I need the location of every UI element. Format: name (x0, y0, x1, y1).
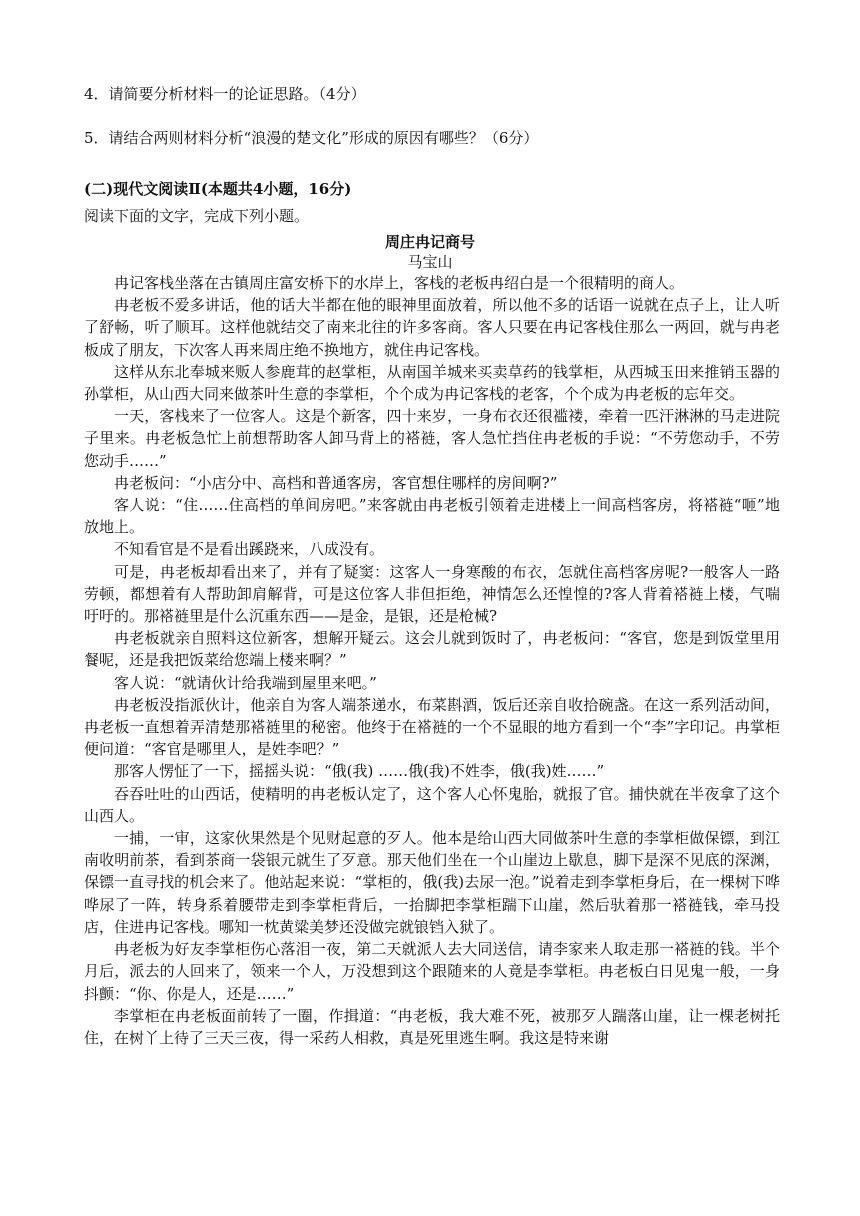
paragraph: 李掌柜在冉老板面前转了一圈，作揖道：“冉老板，我大难不死，被那歹人踹落山崖，让一棵老树托住，在树丫上待了三天三夜，得一采药人相救，真是死里逃生啊。我这是特来谢 (84, 1006, 780, 1047)
paragraph: 那客人愣怔了一下，摇摇头说：“俄(我) ……俄(我)不姓李，俄(我)姓……” (114, 762, 605, 781)
paragraph: 冉老板不爱多讲话，他的话大半都在他的眼神里面放着，所以他不多的话语一说就在点子上，让人听了舒畅，听了顺耳。这样他就结交了南来北往的许多客商。客人只要在冉记客栈住那么一两回，就与冉老板成了朋友，下次客人再来周庄绝不换地方，就住冉记客栈。 (84, 296, 780, 359)
paragraph: 一天，客栈来了一位客人。这是个新客，四十来岁，一身布衣还很褴褛，牵着一匹汗淋淋的马走进院子里来。冉老板急忙上前想帮助客人卸马背上的褡裢，客人急忙挡住冉老板的手说：“不劳您动手，不劳您动手……” (84, 407, 780, 470)
paragraph: 冉老板为好友李掌柜伤心落泪一夜，第二天就派人去大同送信，请李家来人取走那一褡裢的钱。半个月后，派去的人回来了，领来一个人，万没想到这个跟随来的人竟是李掌柜。冉老板白日见鬼一般，一身抖颤：“你、你是人，还是……” (84, 940, 780, 1003)
paragraph: 客人说：“就请伙计给我端到屋里来吧。” (114, 673, 377, 692)
paragraph: 这样从东北奉城来贩人参鹿茸的赵掌柜，从南国羊城来买卖草药的钱掌柜，从西城玉田来推销玉器的孙掌柜，从山西大同来做茶叶生意的李掌柜，个个成为冉记客栈的老客，个个成为冉老板的忘年交。 (84, 362, 780, 404)
question-4: 4．请简要分析材料一的论证思路。（4分） (84, 85, 366, 103)
article-body (84, 272, 780, 1049)
paragraph: 可是，冉老板却看出来了，并有了疑窦：这客人一身寒酸的布衣，怎就住高档客房呢?一般客人一路劳顿，都想着有人帮助卸肩解背，可是这位客人非但拒绝，神情怎么还惶惶的?客人背着褡裢上楼，气喘吁吁的。那褡裢里是什么沉重东西——是金，是银，还是枪械? (84, 562, 780, 626)
section-heading: (二)现代文阅读Ⅱ(本题共4小题，16分) (84, 180, 352, 198)
paragraph: 冉记客栈坐落在古镇周庄富安桥下的水岸上，客栈的老板冉绍白是一个很精明的商人。 (114, 274, 685, 292)
article-author: 马宝山 (407, 253, 453, 271)
reading-instruction: 阅读下面的文字，完成下列小题。 (84, 207, 310, 225)
paragraph: 冉老板没指派伙计，他亲自为客人端茶递水，布菜斟酒，饭后还亲自收拾碗盏。在这一系列活动间，冉老板一直想着弄清楚那褡裢里的秘密。他终于在褡裢的一个不显眼的地方看到一个“李”字印记。冉掌柜便问道：“客官是哪里人，是姓李吧？” (84, 695, 780, 759)
paragraph: 冉老板就亲自照料这位新客，想解开疑云。这会儿就到饭时了，冉老板问：“客官，您是到饭堂里用餐呢，还是我把饭菜给您端上楼来啊？” (84, 629, 780, 670)
question-5: 5．请结合两则材料分析“浪漫的楚文化”形成的原因有哪些？（6分） (84, 129, 539, 147)
article-title: 周庄冉记商号 (384, 233, 475, 251)
paragraph: 客人说：“住……住高档的单间房吧。”来客就由冉老板引领着走进楼上一间高档客房，将褡裢“咂”地放地上。 (84, 496, 780, 537)
paragraph: 冉老板问：“小店分中、高档和普通客房，客官想住哪样的房间啊?” (114, 473, 558, 492)
paragraph: 不知看官是不是看出蹊跷来，八成没有。 (114, 540, 385, 559)
paragraph: 吞吞吐吐的山西话，使精明的冉老板认定了，这个客人心怀鬼胎，就报了官。捕快就在半夜拿了这个山西人。 (84, 784, 780, 825)
paragraph: 一捕，一审，这家伙果然是个见财起意的歹人。他本是给山西大同做茶叶生意的李掌柜做保镖，到江南收明前茶，看到茶商一袋银元就生了歹意。那天他们坐在一个山崖边上歇息，脚下是深不见底的深渊，保镖一直寻找的机会来了。他站起来说：“掌柜的，俄(我)去尿一泡。”说着走到李掌柜身后，在一棵树下哗哗尿了一阵，转身系着腰带走到李掌柜背后，一抬脚把李掌柜踹下山崖，然后驮着那一褡裢钱，牵马投店，住进冉记客栈。哪知一枕黄粱美梦还没做完就锒铛入狱了。 (84, 829, 780, 936)
